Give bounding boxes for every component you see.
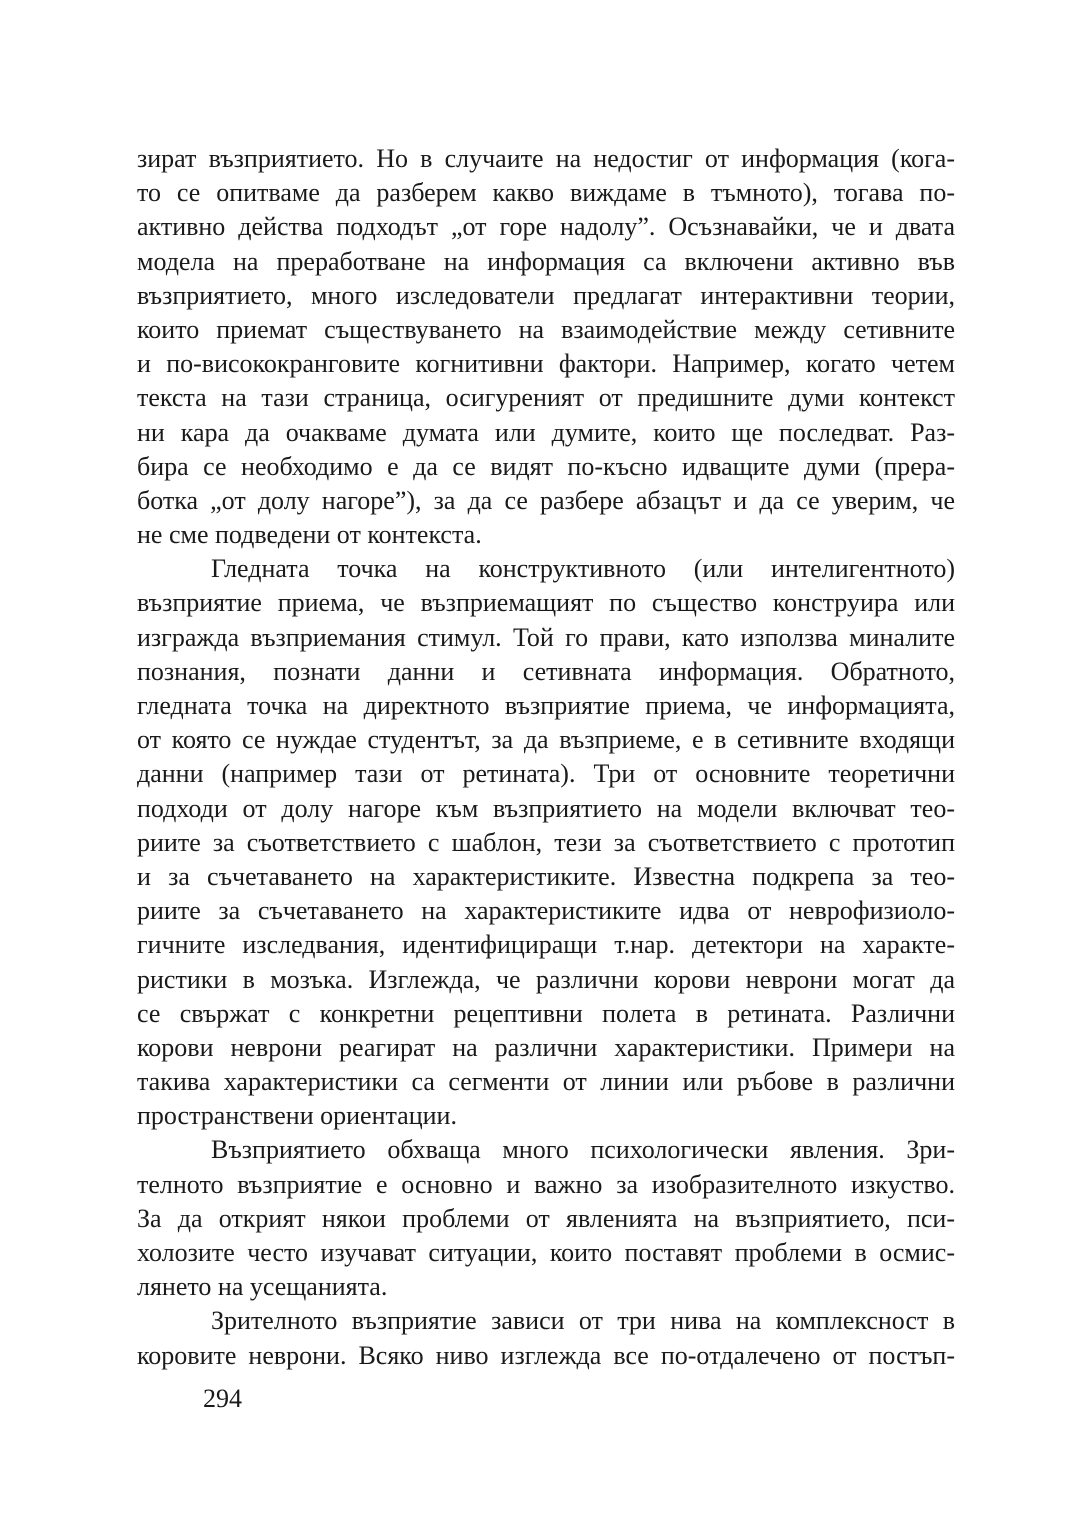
text-line: лянето на усещанията. [137,1272,388,1302]
text-line: пространствени ориентации. [137,1101,457,1131]
text-line: възприятието, много изследователи предлагат интерактивни теории, [137,280,955,310]
text-line: такива характеристики са сегменти от линии или ръбове в различни [137,1067,955,1097]
text-line: не сме подведени от контекста. [137,520,482,550]
body-text [137,142,955,1373]
text-line: корови неврони реагират на различни характеристики. Примери на [137,1032,955,1062]
text-line: активно действа подходът „от горе надолу”. Осъзнавайки, че и двата [137,212,955,242]
text-line: ни кара да очакваме думата или думите, които ще последват. Раз- [137,417,955,447]
text-line: текста на тази страница, осигуреният от предишните думи контекст [137,383,955,413]
text-line: подходи от долу нагоре към възприятието на модели включват тео- [137,793,955,823]
text-line: гичните изследвания, идентифициращи т.нар. детектори на характе- [137,930,955,960]
text-line: модела на преработване на информация са включени активно във [137,246,955,276]
text-line: то се опитваме да разберем какво виждаме в тъмното), тогава по- [137,178,955,208]
text-line: За да открият някои проблеми от явленията на възприятието, пси- [137,1203,955,1233]
text-line: телното възприятие е основно и важно за изобразителното изкуство. [137,1169,955,1199]
text-line: риите за съчетаването на характеристиките идва от неврофизиоло- [137,896,955,926]
text-line: коровите неврони. Всяко ниво изглежда все по-отдалечено от постъп- [137,1340,955,1370]
text-line: бира се необходимо е да се видят по-късно идващите думи (прера- [137,451,955,481]
text-line: и за съчетаването на характеристиките. Известна подкрепа за тео- [137,861,955,891]
text-line: които приемат съществуването на взаимодействие между сетивните [137,314,955,344]
text-line: данни (например тази от ретината). Три от основните теоретични [137,759,955,789]
text-line: Гледната точка на конструктивното (или интелигентното) [211,554,955,584]
text-line: ристики в мозъка. Изглежда, че различни корови неврони могат да [137,964,955,994]
text-line: холозите често изучават ситуации, които поставят проблеми в осмис- [137,1238,955,1267]
text-line: възприятие приема, че възприемащият по същество конструира или [137,588,955,618]
text-line: и по-висококранговите когнитивни фактори. Например, когато четем [137,349,955,379]
text-line: Възприятието обхваща много психологически явления. Зри- [211,1135,955,1165]
text-line: зират възприятието. Но в случаите на недостиг от информация (кога- [137,144,955,173]
text-line: гледната точка на директното възприятие приема, че информацията, [137,691,955,720]
text-line: от която се нуждае студентът, за да възприеме, е в сетивните входящи [137,725,955,755]
page-number: 294 [203,1384,242,1413]
text-line: изгражда възприемания стимул. Той го прави, като използва миналите [137,622,955,652]
text-line: познания, познати данни и сетивната информация. Обратното, [137,656,955,686]
text-line: Зрителното възприятие зависи от три нива на комплексност в [211,1306,955,1336]
text-line: се свържат с конкретни рецептивни полета в ретината. Различни [137,998,955,1028]
text-line: ботка „от долу нагоре”), за да се разбере абзацът и да се уверим, че [137,485,955,515]
text-line: риите за съответствието с шаблон, тези за съответствието с прототип [137,827,955,857]
